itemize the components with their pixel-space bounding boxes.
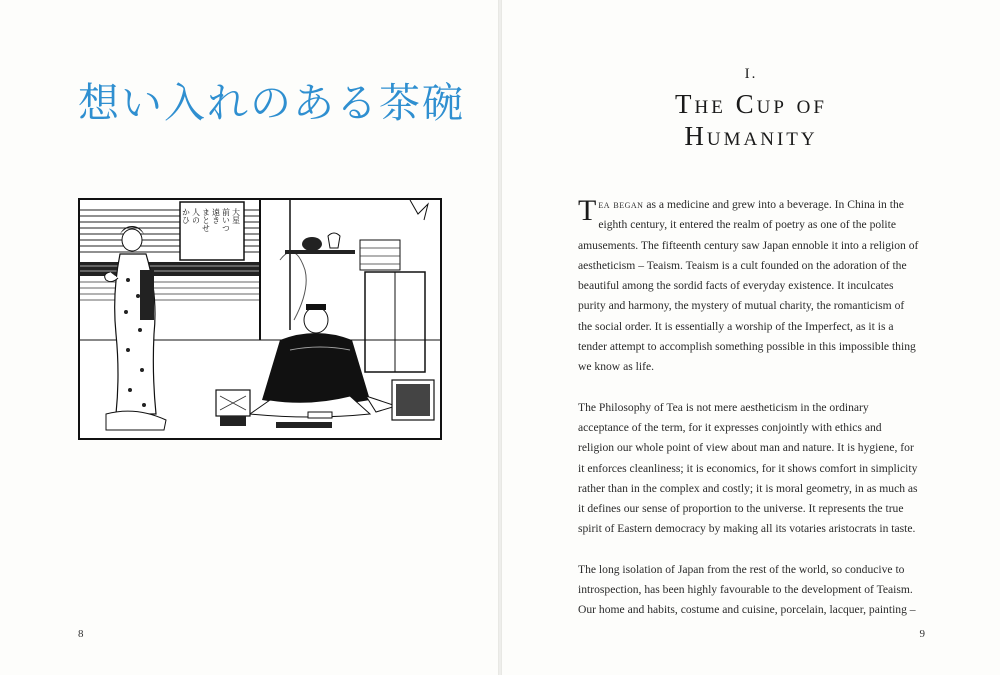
opening-small-caps: ea began [598,198,644,211]
chapter-body [578,195,920,641]
paragraph-2: The Philosophy of Tea is not mere aestheticism in the ordinary acceptance of the term, for it expresses conjointly with ethics and religion our whole point of view about man and nature. It is hygiene, for it enforces cleanliness; it is economics, for it shows comfort in simplicity rather than in the complex and costly; it is moral geometry, in as much as it defines our sense of proportion to the universe. It represents the true spirit of Eastern democracy by making all its votaries aristocrats in taste. [578,400,918,536]
left-page [0,0,498,675]
tea-ceremony-woodcut [80,200,440,438]
drop-cap: T [578,194,597,227]
inscription-3: 遠き [211,208,221,224]
shelf [285,250,355,254]
paragraph-1 [578,195,920,378]
page-number-right: 9 [919,628,925,640]
chapter-number: I. [744,66,758,82]
folded-cloth [276,422,332,428]
chapter-title [502,88,1000,152]
japanese-title: 想い入れのある茶碗 [78,79,465,127]
right-page [502,0,1000,675]
lacquer-box [216,390,250,426]
chapter-title-line-1: The Cup of [675,89,827,119]
page-number-left: 8 [78,628,84,640]
inscription-5: 人の [191,208,201,224]
inscription-4: まとせ [201,208,211,232]
inscription-1: 大星 [231,208,241,224]
inscription-6: かひ [181,208,191,224]
standing-woman [105,226,166,430]
inscription-2: 前いつ [221,208,231,232]
paragraph-1-text: as a medicine and grew into a beverage. In China in the eighth century, it entered the realm of poetry as one of the polite amusements. The fifteenth century saw Japan ennoble it into a religion of aestheticism – Teaism. Teaism is a cult founded on the adoration of the beautiful among the sordid facts of everyday existence. It inculcates purity and harmony, the mystery of mutual charity, the romanticism of the social order. It is essentially a worship of the Imperfect, as it is a tender attempt to accomplish something possible in this impossible thing we know as life. [578,198,919,374]
woodblock-illustration [78,198,442,440]
paragraph-3: The long isolation of Japan from the rest of the world, so conducive to introspection, has been highly favourable to the development of Teaism. Our home and habits, costume and cuisine, porcelain, lacquer, painting – [578,562,916,617]
tea-jar [302,237,322,251]
chapter-title-line-2: Humanity [684,121,818,151]
